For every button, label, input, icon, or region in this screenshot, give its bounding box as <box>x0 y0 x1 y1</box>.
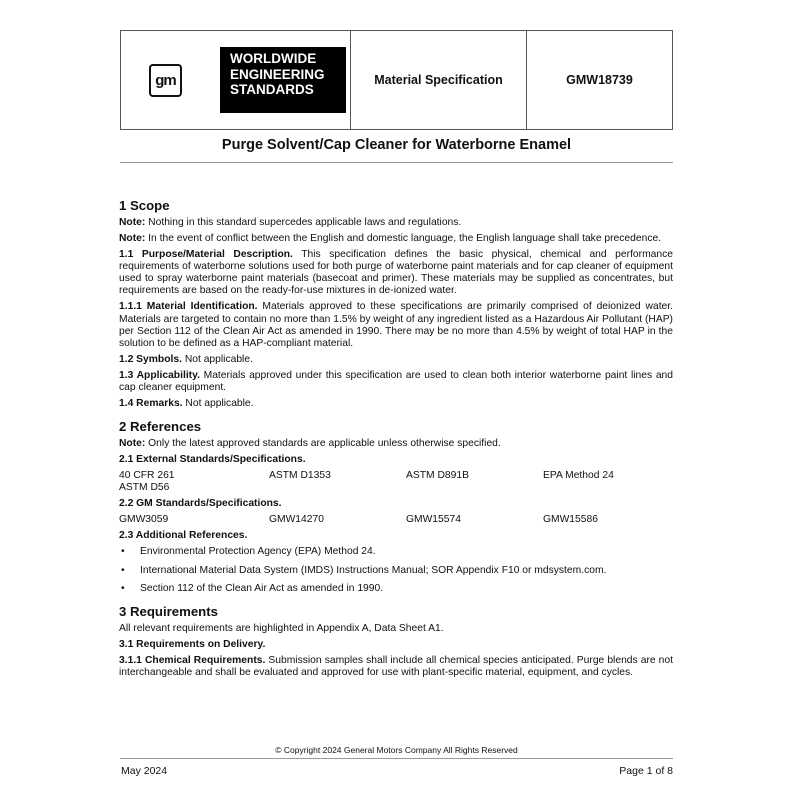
references-note: Note: Only the latest approved standards are applicable unless otherwise specified. <box>119 438 501 450</box>
list-item: ASTM D1353 <box>269 469 331 481</box>
logo-cell <box>121 31 351 129</box>
wes-line-1: WORLDWIDE <box>230 51 317 66</box>
section-3-heading: 3 Requirements <box>119 604 218 620</box>
document-title: Purge Solvent/Cap Cleaner for Waterborne Enamel <box>221 137 572 153</box>
scope-note-1: Note: Nothing in this standard supercedes applicable laws and regulations. <box>119 217 462 228</box>
gm-logo: gm <box>149 64 182 97</box>
spec-type-cell: Material Specification <box>351 31 527 129</box>
footer-divider <box>120 758 673 759</box>
section-3-1: 3.1 Requirements on Delivery. <box>119 638 266 650</box>
section-1-4: 1.4 Remarks. Not applicable. <box>119 397 254 409</box>
list-item: • International Material Data System (IMDS) Instructions Manual; SOR Appendix F10 or mdsystem.com. <box>119 565 673 577</box>
list-item: 40 CFR 261 <box>119 469 175 481</box>
scope-note-2: Note: In the event of conflict between the English and domestic language, the English language shall take precedence. <box>119 232 662 244</box>
list-item: EPA Method 24 <box>543 469 614 481</box>
page-number: Page 1 of 8 <box>619 765 673 777</box>
section-2-3: 2.3 Additional References. <box>119 530 248 542</box>
list-item: ASTM D891B <box>406 469 469 481</box>
list-item: ASTM D56 <box>119 482 170 494</box>
wes-line-3: STANDARDS <box>230 82 314 97</box>
doc-number-cell: GMW18739 <box>566 73 633 87</box>
section-1-3: 1.3 Applicability. Materials approved under this specification are used to clean both interior waterborne paint lines and cap cleaner equipment. <box>119 369 673 394</box>
requirements-intro: All relevant requirements are highlighted in Appendix A, Data Sheet A1. <box>119 623 444 635</box>
section-1-heading: 1 Scope <box>119 198 170 213</box>
additional-references-list <box>119 546 673 595</box>
worldwide-engineering-standards-badge <box>220 47 346 113</box>
section-1-2: 1.2 Symbols. Not applicable. <box>119 353 253 365</box>
section-2-heading: 2 References <box>119 419 202 435</box>
list-item: • Section 112 of the Clean Air Act as amended in 1990. <box>119 583 673 595</box>
section-2-2: 2.2 GM Standards/Specifications. <box>119 498 282 510</box>
external-standards-list <box>119 470 673 495</box>
list-item: GMW15586 <box>543 514 598 526</box>
document-body <box>119 198 673 683</box>
list-item: GMW3059 <box>119 514 169 526</box>
section-1-1-1: 1.1.1 Material Identification. Materials approved to these specifications are primarily comprised of deionized water. Materials are targeted to contain no more than 1.5% by weight of any ingredient listed as a Hazardous Air Pollutant (HAP) per Section 112 of the Clean Air Act as amended in 1990. There may be no more than 4.5% by weight of total HAP in the solution to be defined as a HAP-compliant material. <box>119 301 674 350</box>
title-divider <box>120 162 673 163</box>
document-header <box>120 30 673 130</box>
section-3-1-1: 3.1.1 Chemical Requirements. Submission samples shall include all chemical species anticipated. Purge blends are not interchangeable and shall be evaluated and approved for use with plant-specific material, equipment, and cycles. <box>119 654 673 679</box>
list-item: • Environmental Protection Agency (EPA) Method 24. <box>119 546 673 558</box>
list-item: GMW14270 <box>269 514 324 526</box>
wes-line-2: ENGINEERING <box>230 66 325 82</box>
section-1-1: 1.1 Purpose/Material Description. This specification defines the basic physical, chemical and performance requirements of waterborne solutions used for both purge of waterborne paint materials and for cap cleaner of equipment used to spray waterborne paint materials (basecoat and primer). These materials may be supplied as concentrates, but requirements are based on the ready-for-use mixtures in de-ionized water. <box>119 248 673 297</box>
copyright-notice: © Copyright 2024 General Motors Company All Rights Reserved <box>275 745 518 755</box>
list-item: GMW15574 <box>406 514 461 526</box>
section-2-1: 2.1 External Standards/Specifications. <box>119 453 306 465</box>
gm-standards-list <box>119 514 673 526</box>
footer-date: May 2024 <box>121 765 168 777</box>
